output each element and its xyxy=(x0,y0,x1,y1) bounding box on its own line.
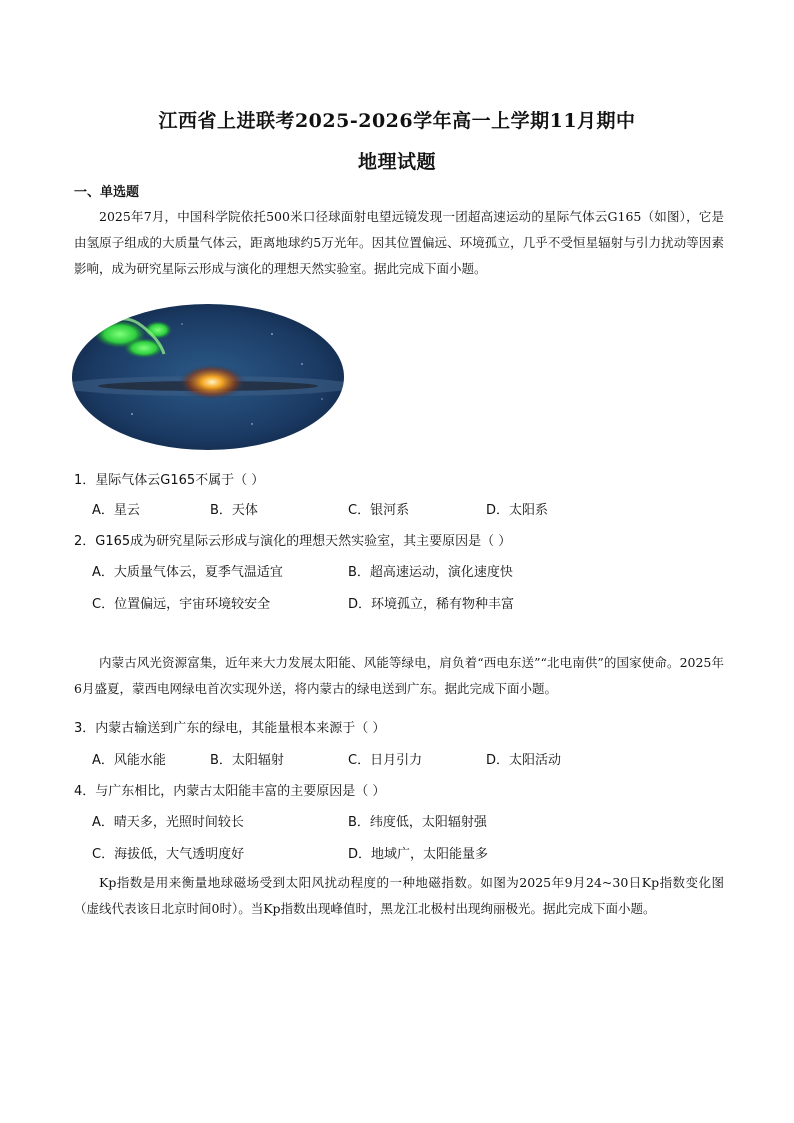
question-3-stem: 3．内蒙古输送到广东的绿电，其能量根本来源于（ ） xyxy=(74,721,386,736)
q1-option-d[interactable]: D．太阳系 xyxy=(486,503,549,518)
exam-subtitle: 地理试题 xyxy=(357,151,436,173)
q3-option-a[interactable]: A．风能水能 xyxy=(92,753,166,768)
passage-2: 内蒙古风光资源富集，近年来大力发展太阳能、风能等绿电，肩负着“西电东送”“北电南供”的国家使命。2025年6月盛夏，蒙西电网绿电首次实现外送，将内蒙古的绿电送到广东。据此完成下面小题。 xyxy=(74,655,724,696)
q2-option-a[interactable]: A．大质量气体云，夏季气温适宜 xyxy=(92,565,283,580)
question-2-stem: 2．G165成为研究星际云形成与演化的理想天然实验室，其主要原因是（ ） xyxy=(74,534,512,549)
passage-1: 2025年7月，中国科学院依托500米口径球面射电望远镜发现一团超高速运动的星际气体云G165（如图），它是由氢原子组成的大质量气体云，距离地球约5万光年。因其位置偏远、环境孤立，几乎不受恒星辐射与引力扰动等因素影响，成为研究星际云形成与演化的理想天然实验室。据此完成下面小题。 xyxy=(74,209,724,276)
q3-option-b[interactable]: B．太阳辐射 xyxy=(210,753,284,768)
galaxy-figure xyxy=(72,304,344,450)
q2-option-c[interactable]: C．位置偏远，宇宙环境较安全 xyxy=(92,597,271,612)
q4-option-c[interactable]: C．海拔低，大气透明度好 xyxy=(92,847,245,862)
section-heading: 一、单选题 xyxy=(74,185,140,200)
q1-option-a[interactable]: A．星云 xyxy=(92,503,140,518)
question-4-stem: 4．与广东相比，内蒙古太阳能丰富的主要原因是（ ） xyxy=(74,784,386,799)
exam-title: 江西省上进联考2025-2026学年高一上学期11月期中 xyxy=(158,110,636,132)
q3-option-d[interactable]: D．太阳活动 xyxy=(486,753,562,768)
passage-3: Kp指数是用来衡量地球磁场受到太阳风扰动程度的一种地磁指数。如图为2025年9月24~30日Kp指数变化图（虚线代表该日北京时间0时）。当Kp指数出现峰值时，黑龙江北极村出现绚丽极光。据此完成下面小题。 xyxy=(74,875,724,916)
q2-option-b[interactable]: B．超高速运动，演化速度快 xyxy=(348,565,513,580)
q4-option-b[interactable]: B．纬度低，太阳辐射强 xyxy=(348,815,487,830)
question-1-stem: 1．星际气体云G165不属于（ ） xyxy=(74,473,265,488)
q4-option-a[interactable]: A．晴天多，光照时间较长 xyxy=(92,815,244,830)
q4-option-d[interactable]: D．地域广，太阳能量多 xyxy=(348,847,489,862)
q1-option-c[interactable]: C．银河系 xyxy=(348,503,410,518)
q3-option-c[interactable]: C．日月引力 xyxy=(348,753,423,768)
q2-option-d[interactable]: D．环境孤立，稀有物种丰富 xyxy=(348,597,515,612)
q1-option-b[interactable]: B．天体 xyxy=(210,503,258,518)
